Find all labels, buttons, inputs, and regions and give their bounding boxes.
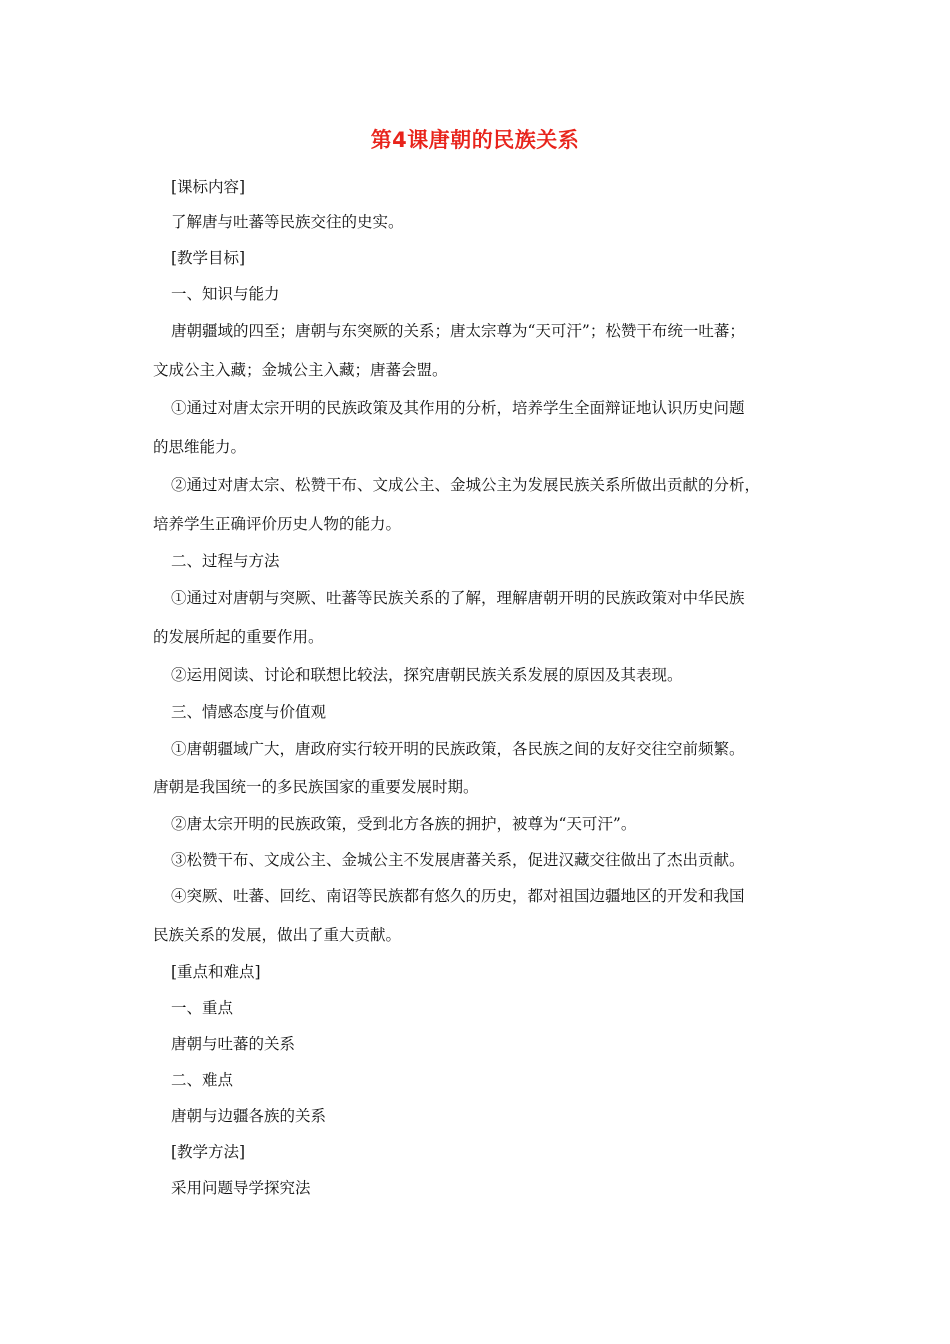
subheading-knowledge: 一、知识与能力 xyxy=(171,285,280,303)
section-heading-curriculum: [课标内容] xyxy=(171,178,246,196)
paragraph-line: ②唐太宗开明的民族政策，受到北方各族的拥护，被尊为“天可汗”。 xyxy=(171,815,637,833)
paragraph-line: 的发展所起的重要作用。 xyxy=(153,628,324,646)
paragraph-line: 唐朝是我国统一的多民族国家的重要发展时期。 xyxy=(153,778,479,796)
subheading-difficulty: 二、难点 xyxy=(171,1071,234,1089)
subheading-key: 一、重点 xyxy=(171,999,234,1017)
paragraph-line: 唐朝与吐蕃的关系 xyxy=(171,1035,296,1053)
paragraph-line: ②通过对唐太宗、松赞干布、文成公主、金城公主为发展民族关系所做出贡献的分析， xyxy=(171,476,761,494)
paragraph-line: 唐朝与边疆各族的关系 xyxy=(171,1107,327,1125)
paragraph-line: ①唐朝疆域广大，唐政府实行较开明的民族政策，各民族之间的友好交往空前频繁。 xyxy=(171,740,745,758)
section-heading-keypoints: [重点和难点] xyxy=(171,963,261,981)
paragraph-line: ①通过对唐朝与突厥、吐蕃等民族关系的了解，理解唐朝开明的民族政策对中华民族 xyxy=(171,589,745,607)
section-heading-objectives: [教学目标] xyxy=(171,249,246,267)
subheading-process: 二、过程与方法 xyxy=(171,552,280,570)
paragraph-line: 的思维能力。 xyxy=(153,438,247,456)
paragraph-line: 唐朝疆域的四至；唐朝与东突厥的关系；唐太宗尊为“天可汗”；松赞干布统一吐蕃； xyxy=(171,322,745,340)
paragraph-line: 民族关系的发展，做出了重大贡献。 xyxy=(153,926,402,944)
paragraph-line: 文成公主入藏；金城公主入藏；唐蕃会盟。 xyxy=(153,361,448,379)
subheading-values: 三、情感态度与价值观 xyxy=(171,703,327,721)
paragraph-line: 培养学生正确评价历史人物的能力。 xyxy=(153,515,402,533)
paragraph-line: ①通过对唐太宗开明的民族政策及其作用的分析，培养学生全面辩证地认识历史问题 xyxy=(171,399,745,417)
paragraph-line: ②运用阅读、讨论和联想比较法，探究唐朝民族关系发展的原因及其表现。 xyxy=(171,666,683,684)
section-heading-methods: [教学方法] xyxy=(171,1143,246,1161)
paragraph-line: ③松赞干布、文成公主、金城公主不发展唐蕃关系，促进汉藏交往做出了杰出贡献。 xyxy=(171,851,745,869)
paragraph-line: 采用问题导学探究法 xyxy=(171,1179,311,1197)
paragraph-line: 了解唐与吐蕃等民族交往的史实。 xyxy=(171,213,404,231)
paragraph-line: ④突厥、吐蕃、回纥、南诏等民族都有悠久的历史，都对祖国边疆地区的开发和我国 xyxy=(171,887,745,905)
document-title: 第4课唐朝的民族关系 xyxy=(370,128,580,152)
